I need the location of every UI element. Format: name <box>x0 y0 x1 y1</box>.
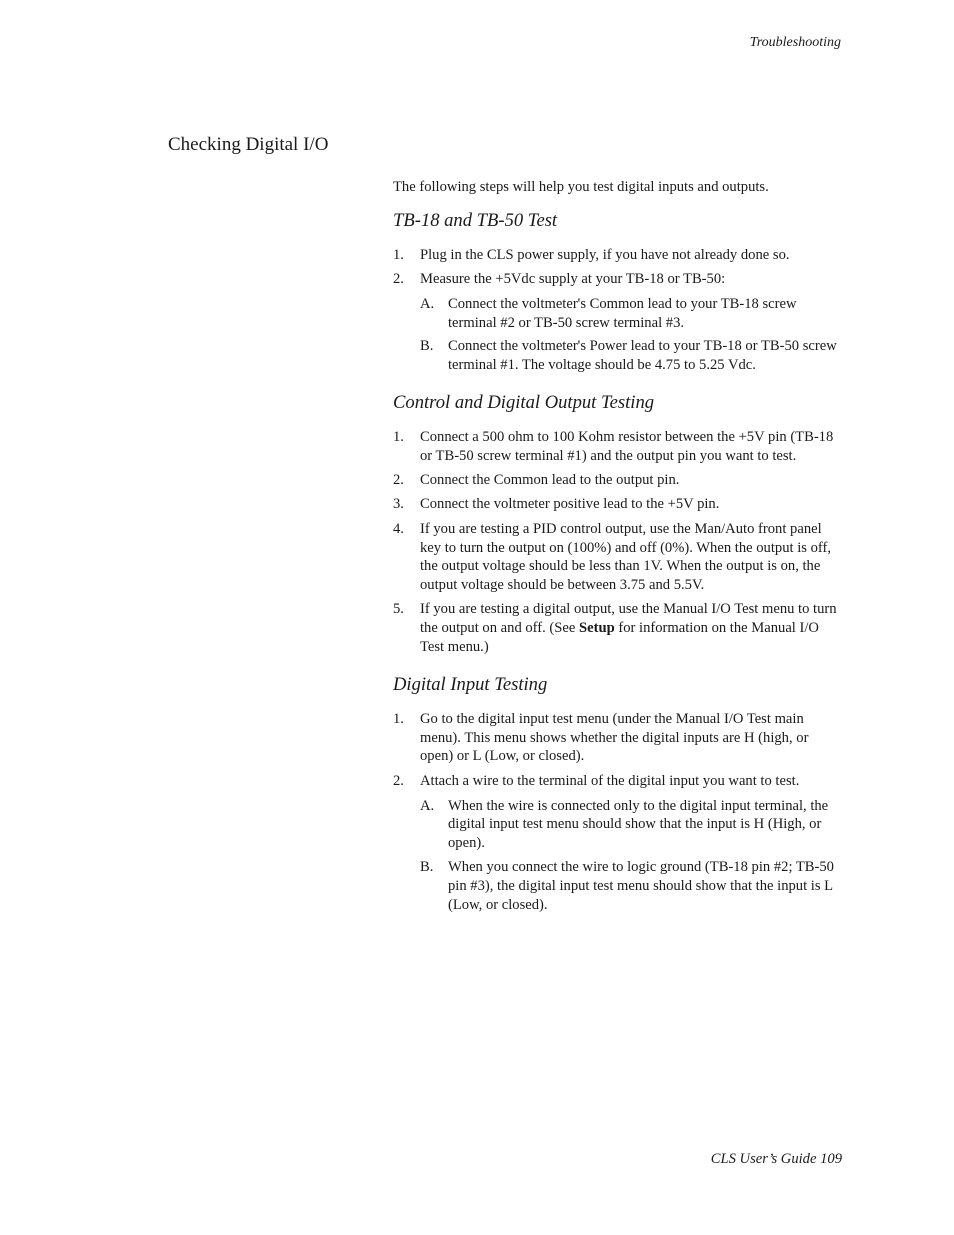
running-head: Troubleshooting <box>749 35 841 50</box>
step-number: 1. <box>393 429 404 446</box>
list-item <box>393 710 843 766</box>
step-number: 2. <box>393 772 404 789</box>
section-heading: Checking Digital I/O <box>168 134 329 155</box>
step-text: Measure the +5Vdc supply at your TB-18 or TB-50: <box>420 271 726 288</box>
substep-letter: B. <box>420 338 434 355</box>
step-number: 2. <box>393 472 404 489</box>
substep-text: When the wire is connected only to the digital input terminal, the digital input test menu should show that the input is H (High, or open). <box>448 797 829 852</box>
page-footer: CLS User’s Guide 109 <box>710 1151 842 1167</box>
sub-list-item <box>420 797 843 853</box>
step-text: Connect a 500 ohm to 100 Kohm resistor between the +5V pin (TB-18 or TB-50 screw terminal #1) and the output pin you want to test. <box>420 429 834 464</box>
step-number: 5. <box>393 601 404 618</box>
list-item <box>393 520 843 595</box>
step-text: Connect the Common lead to the output pin. <box>420 472 680 489</box>
substep-letter: A. <box>420 797 435 814</box>
sub-list-item <box>420 858 843 914</box>
step-text-pre: If you are testing a digital output, use the Manual I/O Test menu to turn the output on and off. (See <box>420 601 837 637</box>
subheading-tb-test: TB-18 and TB-50 Test <box>393 209 558 231</box>
intro-paragraph: The following steps will help you test digital inputs and outputs. <box>393 179 769 195</box>
list-item <box>393 471 843 490</box>
step-text: Plug in the CLS power supply, if you have not already done so. <box>420 246 790 263</box>
step-text-post: for information on the Manual I/O Test menu.) <box>420 620 819 656</box>
list-item <box>393 495 843 514</box>
sub-list-item <box>420 295 843 333</box>
step-number: 3. <box>393 496 404 513</box>
step-number: 1. <box>393 710 404 727</box>
step-number: 2. <box>393 271 404 288</box>
tb-test-substeps <box>420 295 843 375</box>
subheading-control-output: Control and Digital Output Testing <box>393 392 655 414</box>
step-text: Connect the voltmeter positive lead to the +5V pin. <box>420 496 720 513</box>
sub-list-item <box>420 337 843 375</box>
list-item <box>393 772 843 915</box>
substep-letter: B. <box>420 858 434 875</box>
digital-input-substeps <box>420 797 843 915</box>
control-output-steps <box>393 428 843 657</box>
step-text: Attach a wire to the terminal of the digital input you want to test. <box>420 772 800 789</box>
substep-text: When you connect the wire to logic ground (TB-18 pin #2; TB-50 pin #3), the digital input test menu should show that the input is L (Low, or closed). <box>448 858 834 913</box>
step-number: 1. <box>393 246 404 263</box>
substep-text: Connect the voltmeter's Power lead to your TB-18 or TB-50 screw terminal #1. The voltage should be 4.75 to 5.25 Vdc. <box>448 338 837 374</box>
setup-reference: Setup <box>579 620 615 637</box>
list-item <box>393 246 843 265</box>
list-item <box>393 270 843 375</box>
substep-text: Connect the voltmeter's Common lead to your TB-18 screw terminal #2 or TB-50 screw terminal #3. <box>448 295 797 331</box>
list-item <box>393 600 843 656</box>
step-text: If you are testing a PID control output, use the Man/Auto front panel key to turn the output on (100%) and off (0%). When the output is off, the output voltage should be less than 1V. When the output is on, the output voltage should be between 3.75 and 5.5V. <box>420 520 831 594</box>
step-text: Go to the digital input test menu (under the Manual I/O Test main menu). This menu shows whether the digital inputs are H (high, or open) or L (Low, or closed). <box>420 710 809 765</box>
digital-input-steps <box>393 710 843 914</box>
list-item <box>393 428 843 466</box>
subheading-digital-input: Digital Input Testing <box>393 673 548 695</box>
substep-letter: A. <box>420 295 435 312</box>
step-text <box>420 601 837 655</box>
content-column <box>393 178 843 930</box>
step-number: 4. <box>393 520 404 537</box>
tb-test-steps <box>393 246 843 375</box>
